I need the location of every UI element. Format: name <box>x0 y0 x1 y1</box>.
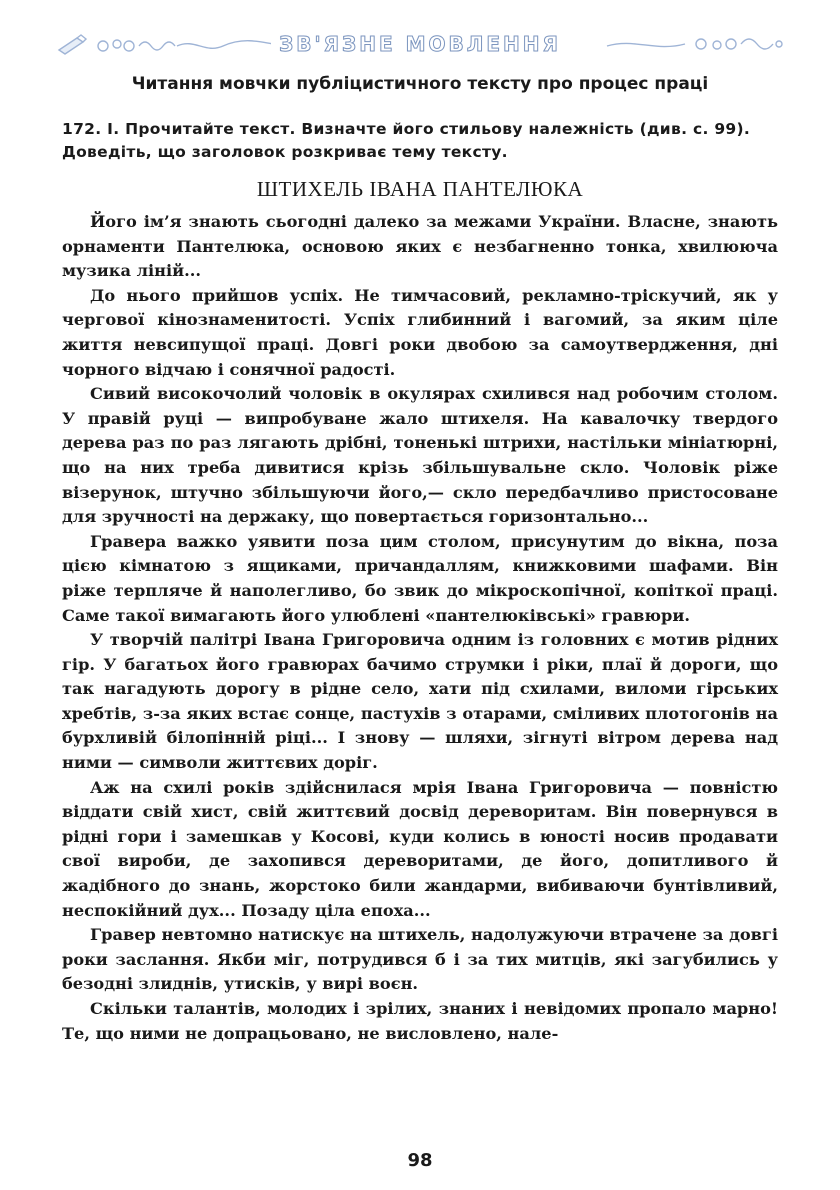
paragraph: Гравера важко уявити поза цим столом, присунутим до вікна, поза цією кімнатою з ящиками, причандаллям, книжковими шафами. Він ріже терпляче й наполегливо, бо звик до мікроскопічної, копіткої праці. Саме такої вимагають його улюблені «пантелюківські» гравюри. <box>62 531 778 625</box>
pencil-ornament-icon <box>55 32 285 56</box>
exercise-instruction: 172. І. Прочитайте текст. Визначте його стильову належність (див. с. 99). Доведіть, що заголовок розкриває тему тексту. <box>62 120 751 161</box>
paragraph: Аж на схилі років здійснилася мрія Івана Григоровича — повністю віддати свій хист, свій життєвий досвід дереворитам. Він повернувся в рідні гори і замешкав у Косові, куди колись в юності носив продавати свої вироби, де захопився дереворитами, де його, допитливого й жадібного до знань, жорстоко били жандарми, вибиваючи бунтівливий, неспокійний дух... Позаду ціла епоха... <box>62 777 778 920</box>
page-header <box>55 26 785 62</box>
swirl-ornament-icon <box>605 32 785 56</box>
paragraph: У творчій палітрі Івана Григоровича одним із головних є мотив рідних гір. У багатьох його гравюрах бачимо струмки і ріки, плаї й дороги, що так нагадують дорогу в рідне село, хати під схилами, виломи гірських хребтів, з-за яких встає сонце, пастухів з отарами, сміливих плотогонів на бурхливій білопінній ріці... І знову — шляхи, зігнуті вітром дерева над ними — символи життєвих доріг. <box>62 630 778 773</box>
article-title: ШТИХЕЛЬ ІВАНА ПАНТЕЛЮКА <box>256 177 584 201</box>
paragraph: Гравер невтомно натискує на штихель, надолужуючи втрачене за довгі роки заслання. Якби міг, потрудився б і за тих митців, які загубились у безодні злиднів, утисків, у вирі воєн. <box>62 925 778 994</box>
section-title: Читання мовчки публіцистичного тексту про процес праці <box>131 74 709 94</box>
paragraph: До нього прийшов успіх. Не тимчасовий, рекламно-тріскучий, як у чергової кінознаменитості. Успіх глибинний і вагомий, за яким ціле життя невсипущої праці. Довгі роки двобою за самоутвердження, дні чорного відчаю і сонячної радості. <box>62 285 778 379</box>
paragraph: Його ім’я знають сьогодні далеко за межами України. Власне, знають орнаменти Пантелюка, основою яких є незбагненно тонка, хвилююча музика ліній... <box>62 212 778 281</box>
article-body <box>62 210 778 1046</box>
page-number: 98 <box>407 1150 433 1171</box>
paragraph: Скільки талантів, молодих і зрілих, знаних і невідомих пропало марно! Те, що ними не допрацьовано, не висловлено, нале- <box>62 999 778 1043</box>
header-title: ЗВ'ЯЗНЕ МОВЛЕННЯ <box>271 32 569 56</box>
paragraph: Сивий високочолий чоловік в окулярах схилився над робочим столом. У правій руці — випробуване жало штихеля. На кавалочку твердого дерева раз по раз лягають дрібні, тоненькі штрихи, настільки мініатюрні, що на них треба дивитися крізь збільшувальне скло. Чоловік ріже візерунок, штучно збільшуючи його,— скло передбачливо пристосоване для зручності на держаку, що повертається горизонтально... <box>62 384 778 527</box>
